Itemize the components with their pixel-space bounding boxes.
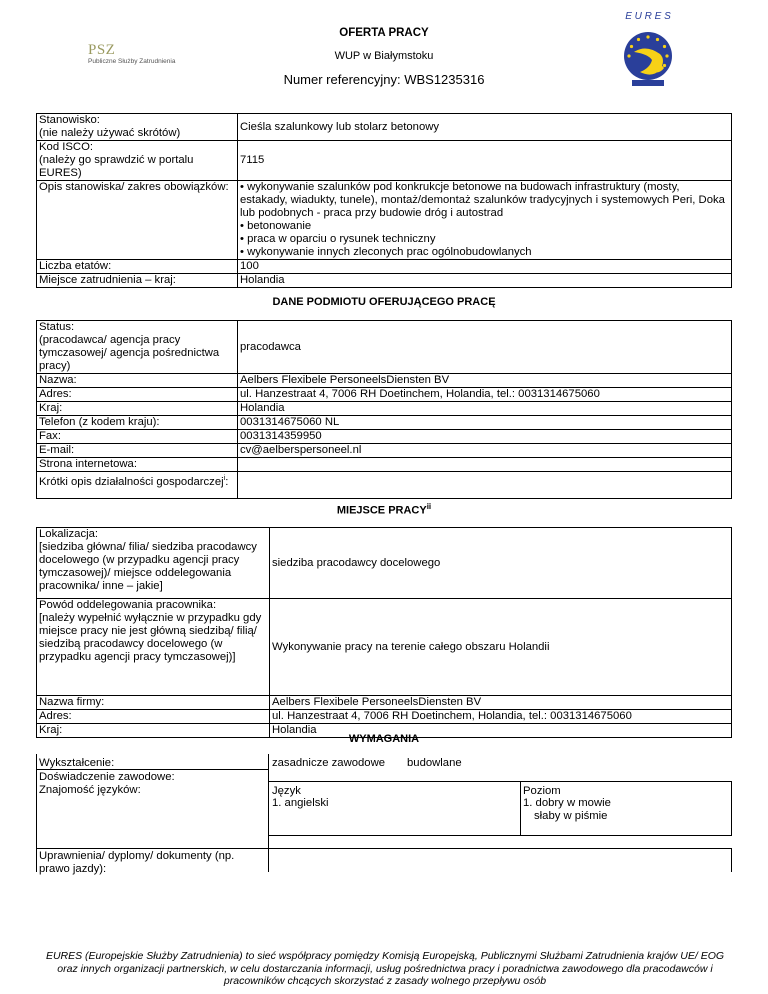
- psz-logo-subtitle: Publiczne Służby Zatrudnienia: [88, 58, 176, 65]
- education-label: Wykształcenie:: [39, 757, 115, 769]
- table-row: [37, 696, 732, 710]
- table-row: [37, 114, 732, 141]
- eures-logo-text: E U R E S: [625, 11, 671, 22]
- name-value: Aelbers Flexibele PersoneelsDiensten BV: [238, 374, 732, 388]
- fax-value: 0031314359950: [238, 430, 732, 444]
- table-row: [37, 321, 732, 374]
- email-label: E-mail:: [37, 444, 238, 458]
- workplace-heading: [0, 502, 768, 517]
- page-title: OFERTA PRACY: [339, 27, 429, 39]
- workplace-country-value: Holandia: [270, 724, 732, 738]
- website-label: Strona internetowa:: [37, 458, 238, 472]
- company-label: Nazwa firmy:: [37, 696, 270, 710]
- website-value: [238, 458, 732, 472]
- employer-heading: DANE PODMIOTU OFERUJĄCEGO PRACĘ: [272, 296, 496, 308]
- psz-logo: [88, 42, 198, 72]
- employer-country-value: Holandia: [238, 402, 732, 416]
- table-row: [37, 599, 732, 696]
- address-label: Adres:: [37, 388, 238, 402]
- table-row: [37, 181, 732, 260]
- language-table: [269, 781, 732, 836]
- language-col-header: Język: [272, 785, 301, 797]
- requirements-block: [36, 754, 732, 875]
- table-row: [37, 388, 732, 402]
- reference-number: Numer referencyjny: WBS1235316: [283, 72, 485, 87]
- table-row: [37, 416, 732, 430]
- education-field: budowlane: [407, 757, 462, 769]
- country-label: Miejsce zatrudnienia – kraj:: [37, 274, 238, 288]
- position-label: Stanowisko: (nie należy używać skrótów): [37, 114, 238, 141]
- reason-value: Wykonywanie pracy na terenie całego obszaru Holandii: [270, 599, 732, 696]
- activity-label: [37, 472, 238, 499]
- eures-logo-icon: [616, 8, 680, 90]
- office-name: WUP w Białymstoku: [334, 50, 434, 62]
- table-row: [37, 402, 732, 416]
- workplace-heading-text: MIEJSCE PRACY: [336, 504, 427, 517]
- permits-label: Uprawnienia/ dyplomy/ dokumenty (np. prawo jazdy):: [39, 850, 235, 875]
- languages-label: Znajomość języków:: [39, 784, 141, 796]
- count-value: 100: [238, 260, 732, 274]
- footnote-marker: ii: [426, 502, 432, 511]
- employer-table: [36, 320, 732, 499]
- status-value: pracodawca: [238, 321, 732, 374]
- education-value: zasadnicze zawodowe: [272, 757, 386, 769]
- company-value: Aelbers Flexibele PersoneelsDiensten BV: [270, 696, 732, 710]
- level-value-written: słaby w piśmie: [534, 810, 608, 822]
- duties-value: • wykonywanie szalunków pod konkrukcje betonowe na budowach infrastruktury (mosty, estakady, wiadukty, tunele), montaż/demontaż szalunków tradycyjnych i systemowych Peri, Doka lub podobnych - praca przy budowie dróg i autostrad • betonowanie • praca w oparciu o rysunek techniczny • wykonywanie innych zleconych prac ogólnobudowlanych: [238, 181, 732, 260]
- fax-label: Fax:: [37, 430, 238, 444]
- footer-note: EURES (Europejskie Służby Zatrudnienia) to sieć współpracy pomiędzy Komisją Europejską, Publicznymi Służbami Zatrudnienia krajów UE/ EOG oraz innych organizacji partnerskich, w celu dostarczania informacji, usług pośrednictwa pracy i poradnictwa zawodowego dla pracodawców i pracowników chcących skorzystać z zasady wolnego przepływu osób: [45, 950, 725, 987]
- isco-label: Kod ISCO: (należy go sprawdzić w portalu EURES): [37, 141, 238, 181]
- table-row: [37, 528, 732, 599]
- job-table: [36, 113, 732, 288]
- eures-logo: [616, 8, 680, 90]
- table-row: [37, 141, 732, 181]
- activity-value: [238, 472, 732, 499]
- table-row: [37, 444, 732, 458]
- level-col-header: Poziom: [523, 785, 561, 797]
- isco-value: 7115: [238, 141, 732, 181]
- activity-label-suffix: :: [225, 475, 229, 488]
- position-value: Cieśla szalunkowy lub stolarz betonowy: [238, 114, 732, 141]
- workplace-table: [36, 527, 732, 738]
- table-row: [37, 458, 732, 472]
- country-value: Holandia: [238, 274, 732, 288]
- phone-value: 0031314675060 NL: [238, 416, 732, 430]
- location-value: siedziba pracodawcy docelowego: [270, 528, 732, 599]
- language-value: 1. angielski: [272, 797, 329, 809]
- table-row: [37, 374, 732, 388]
- table-row: [37, 472, 732, 499]
- table-row: [37, 710, 732, 724]
- requirements-heading: WYMAGANIA: [348, 733, 420, 745]
- psz-logo-mark: PSZ: [88, 42, 116, 58]
- workplace-address-value: ul. Hanzestraat 4, 7006 RH Doetinchem, Holandia, tel.: 0031314675060: [270, 710, 732, 724]
- workplace-country-label: Kraj:: [37, 724, 270, 738]
- duties-label: Opis stanowiska/ zakres obowiązków:: [37, 181, 238, 260]
- status-label: Status: (pracodawca/ agencja pracy tymczasowej/ agencja pośrednictwa pracy): [37, 321, 238, 374]
- workplace-address-label: Adres:: [37, 710, 270, 724]
- footnote-marker: i: [223, 475, 226, 482]
- employer-country-label: Kraj:: [37, 402, 238, 416]
- name-label: Nazwa:: [37, 374, 238, 388]
- address-value: ul. Hanzestraat 4, 7006 RH Doetinchem, Holandia, tel.: 0031314675060: [238, 388, 732, 402]
- count-label: Liczba etatów:: [37, 260, 238, 274]
- email-value[interactable]: cv@aelberspersoneel.nl: [238, 444, 732, 458]
- reason-label: Powód oddelegowania pracownika: [należy wypełnić wyłącznie w przypadku gdy miejsce pracy nie jest główną siedzibą/ filią/ siedzibą pracodawcy docelowego (w przypadku agencji pracy tymczasowej)]: [37, 599, 270, 696]
- phone-label: Telefon (z kodem kraju):: [37, 416, 238, 430]
- experience-label: Doświadczenie zawodowe:: [39, 771, 175, 783]
- table-row: [37, 430, 732, 444]
- location-label: Lokalizacja: [siedziba główna/ filia/ siedziba pracodawcy docelowego (w przypadku agencji pracy tymczasowej)/ miejsce oddelegowania pracownika/ inne – jakie]: [37, 528, 270, 599]
- level-value: 1. dobry w mowie: [523, 797, 611, 809]
- table-row: [37, 274, 732, 288]
- activity-label-text: Krótki opis działalności gospodarczej: [39, 475, 224, 488]
- table-row: [37, 260, 732, 274]
